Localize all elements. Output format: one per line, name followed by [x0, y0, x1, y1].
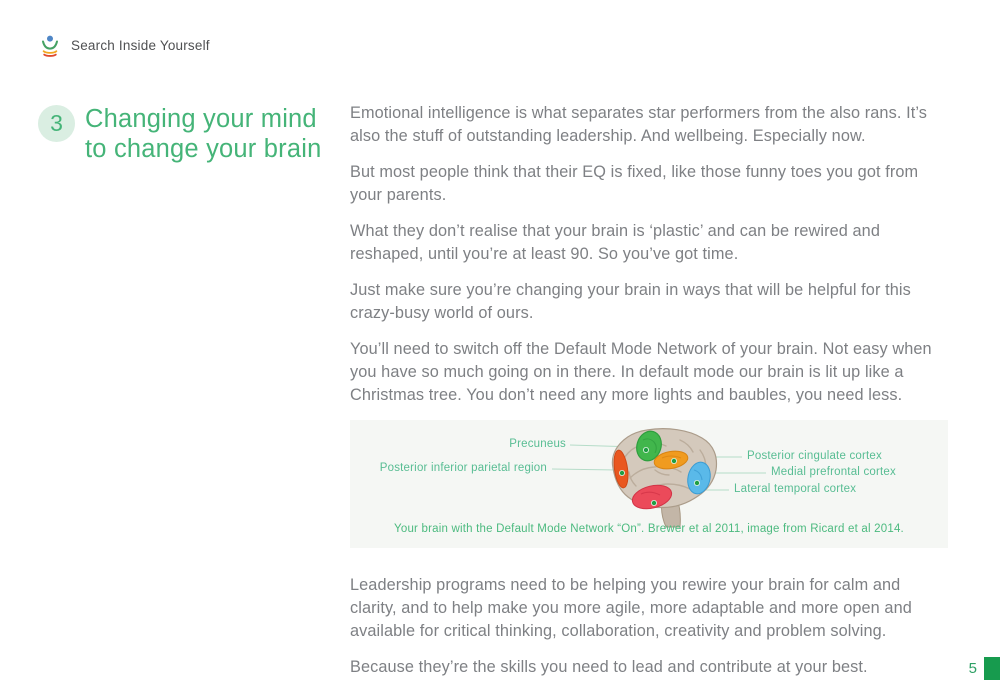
paragraph: Emotional intelligence is what separates star performers from the also rans. It’s also the stuff of outstanding leadership. And wellbeing. Especially now. [350, 104, 927, 145]
paragraph: Because they’re the skills you need to lead and contribute at your best. [350, 658, 868, 676]
page-header [38, 34, 210, 57]
paragraph: You’ll need to switch off the Default Mode Network of your brain. Not easy when you have so much going on in there. In default mode our brain is lit up like a Christmas tree. You don’t need any more lights and baubles, you need less. [350, 340, 932, 404]
label-posterior-cingulate: Posterior cingulate cortex [747, 450, 882, 462]
chapter-title [85, 104, 322, 164]
chapter-title-line2: to change your brain [85, 135, 322, 163]
figure-caption: Your brain with the Default Mode Network “On”. Brewer et al 2011, image from Ricard et al 2014. [394, 523, 904, 535]
page-footer [969, 657, 1000, 680]
paragraph: Just make sure you’re changing your brain in ways that will be helpful for this crazy-busy world of ours. [350, 281, 911, 322]
chapter-heading [38, 104, 348, 164]
body-column [350, 102, 947, 692]
paragraph: Leadership programs need to be helping you rewire your brain for calm and clarity, and to help make you more agile, more adaptable and more open and available for critical thinking, collaboration, creativity and problem solving. [350, 576, 912, 640]
chapter-title-line1: Changing your mind [85, 105, 317, 133]
brand-name: Search Inside Yourself [71, 38, 210, 53]
paragraph: But most people think that their EQ is fixed, like those funny toes you got from your parents. [350, 163, 919, 204]
label-lateral-temporal: Lateral temporal cortex [734, 483, 857, 495]
page-marker-square [984, 657, 1000, 680]
label-medial-prefrontal: Medial prefrontal cortex [771, 466, 896, 478]
chapter-number-badge: 3 [38, 105, 75, 142]
paragraph: What they don’t realise that your brain is ‘plastic’ and can be rewired and reshaped, until you’re at least 90. So you’ve got time. [350, 222, 880, 263]
label-posterior-inferior-parietal: Posterior inferior parietal region [379, 462, 547, 474]
brand-logo-icon [38, 34, 62, 57]
brain-figure [350, 420, 948, 548]
page-number: 5 [968, 660, 977, 677]
label-precuneus: Precuneus [509, 438, 566, 450]
